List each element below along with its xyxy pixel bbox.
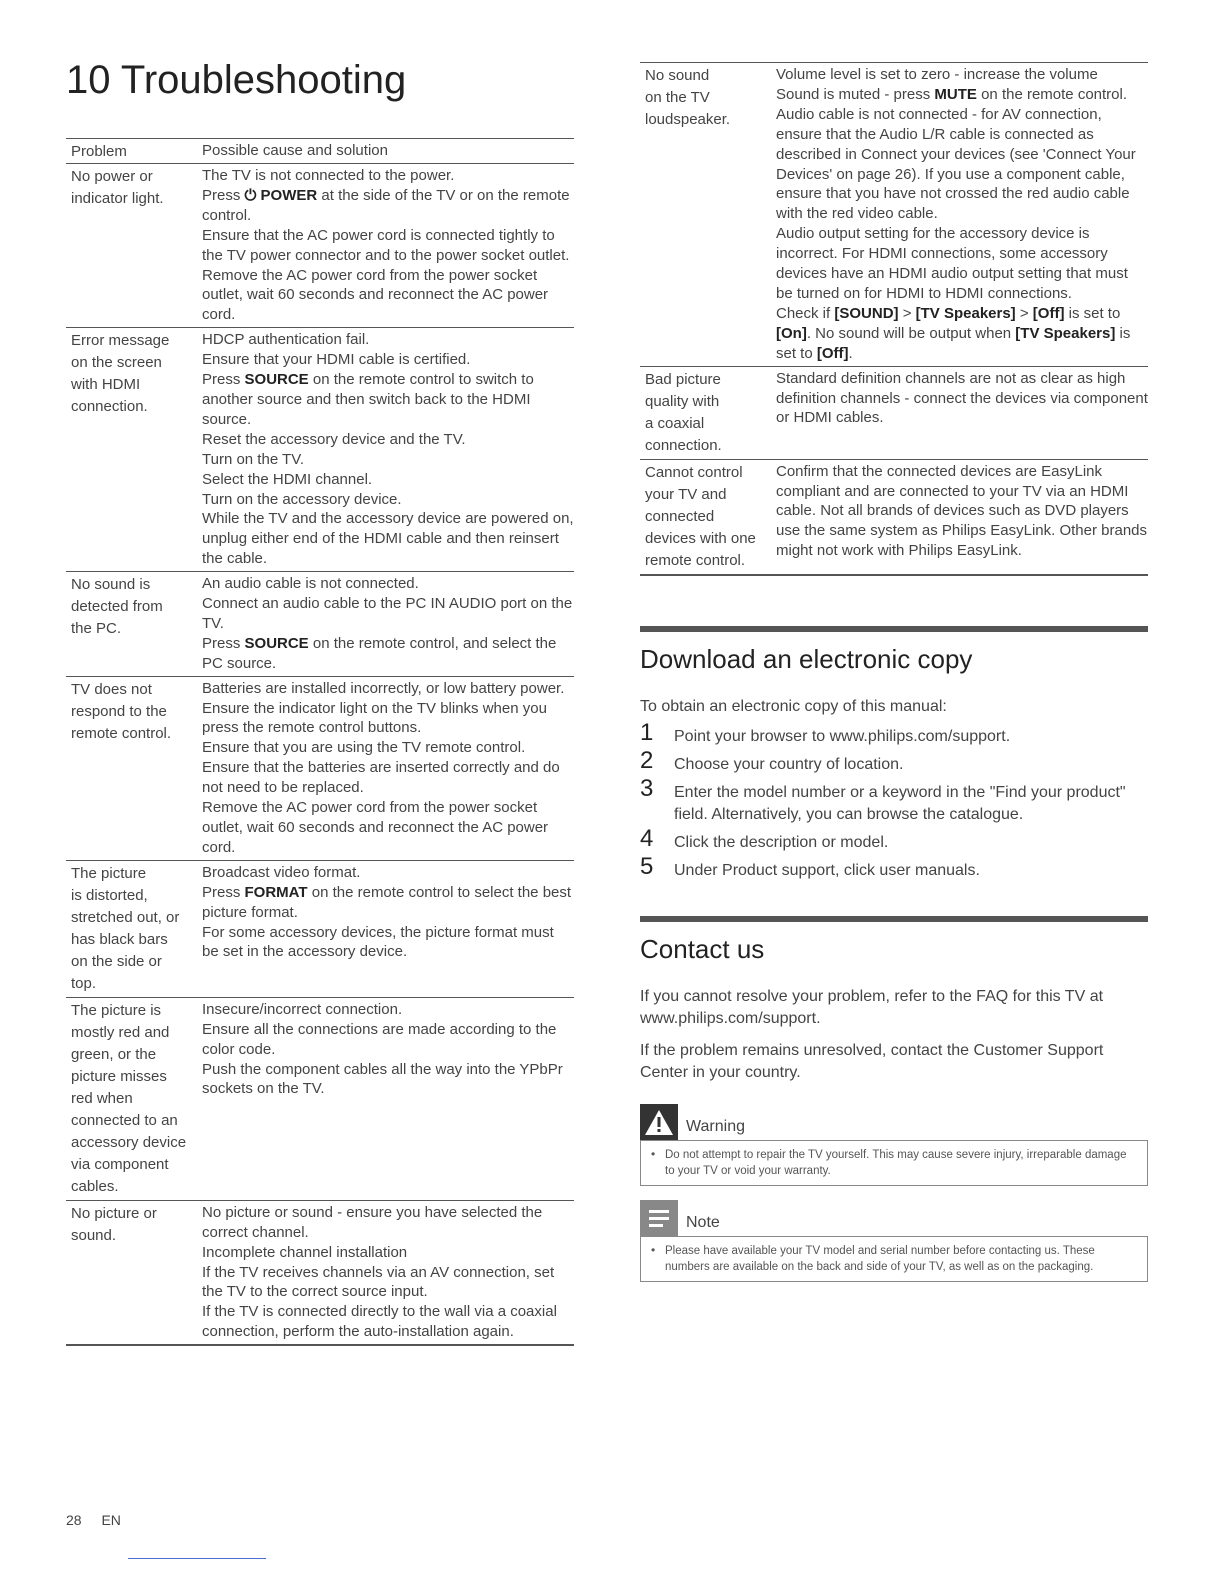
problem-text: your TV and: [645, 485, 727, 503]
solution-cell: [769, 63, 1148, 367]
table-row: [66, 164, 574, 328]
download-heading: Download an electronic copy: [640, 643, 973, 674]
problem-text: No sound is: [71, 576, 151, 594]
problem-text: quality with: [645, 392, 720, 410]
problem-cell: [66, 997, 195, 1200]
problem-text: connection.: [71, 398, 148, 416]
problem-text: Bad picture: [645, 370, 721, 388]
problem-text: a coaxial: [645, 414, 705, 432]
solution-text: No picture or sound - ensure you have selected the correct channel.: [202, 1203, 543, 1241]
contact-paragraph-1: If you cannot resolve your problem, refer to the FAQ for this TV at www.philips.com/support.: [640, 987, 1104, 1027]
step-text: Click the description or model.: [674, 833, 889, 851]
solution-cell: [195, 164, 574, 328]
solution-text: Ensure that the batteries are inserted correctly and do not need to be replaced.: [202, 759, 560, 797]
solution-text: Incomplete channel installation: [202, 1243, 408, 1261]
left-column: [66, 58, 574, 1346]
problem-text: via component: [71, 1155, 169, 1173]
problem-text: connected to an: [71, 1111, 178, 1129]
solution-text: Batteries are installed incorrectly, or low battery power.: [202, 679, 565, 697]
step-number: 1: [640, 718, 654, 746]
solution-text: If the TV is connected directly to the wall via a coaxial connection, perform the auto-installation again.: [202, 1303, 557, 1341]
solution-cell: [769, 366, 1148, 459]
step-text: Point your browser to www.philips.com/support.: [674, 727, 1011, 745]
table-row: [66, 1200, 574, 1345]
step-number: 4: [640, 824, 654, 852]
table-row: [66, 328, 574, 572]
step-text: Choose your country of location.: [674, 755, 904, 773]
table-row: [66, 676, 574, 860]
problem-text: remote control.: [645, 551, 746, 569]
solution-cell: [195, 328, 574, 572]
solution-text: Broadcast video format.: [202, 863, 361, 881]
problem-text: indicator light.: [71, 190, 164, 207]
problem-text: loudspeaker.: [645, 111, 731, 128]
table-row: [66, 997, 574, 1200]
right-column: [640, 62, 1148, 1282]
table-row: [640, 459, 1148, 575]
solution-cell: [195, 676, 574, 860]
problem-cell: [66, 328, 195, 572]
problem-text: detected from: [71, 598, 163, 616]
download-step: [640, 824, 1148, 854]
problem-text: with HDMI: [71, 376, 141, 394]
contact-heading: Contact us: [640, 933, 765, 964]
solution-text: If the TV receives channels via an AV connection, set the TV to the correct source input.: [202, 1263, 555, 1301]
problem-text: stretched out, or: [71, 908, 180, 926]
problem-cell: [66, 676, 195, 860]
problem-text: connection.: [645, 436, 722, 454]
solution-text: Audio output setting for the accessory device is incorrect. For HDMI connections, some accessory devices have an HDMI audio output setting that must be turned on for HDMI to HDMI connections.: [776, 225, 1128, 302]
problem-text: Error message: [71, 332, 170, 350]
solution-cell: [195, 1200, 574, 1345]
problem-text: Cannot control: [645, 463, 743, 481]
problem-text: is distorted,: [71, 886, 148, 904]
problem-text: accessory device: [71, 1133, 187, 1151]
step-number: 3: [640, 774, 654, 802]
solution-text: Press FORMAT on the remote control to select the best picture format.: [202, 883, 572, 921]
problem-text: No power or: [71, 168, 153, 185]
solution-text: Remove the AC power cord from the power socket outlet, wait 60 seconds and reconnect the AC power cord.: [202, 799, 549, 856]
solution-text: Ensure the indicator light on the TV blinks when you press the remote control buttons.: [202, 699, 547, 737]
download-steps: [640, 718, 1148, 882]
solution-text: Ensure that the AC power cord is connected tightly to the TV power connector and to the power socket outlet.: [202, 226, 570, 264]
problem-text: on the side or: [71, 952, 162, 970]
download-section: [640, 626, 1148, 882]
solution-text: Ensure that your HDMI cable is certified.: [202, 351, 471, 369]
solution-text: The TV is not connected to the power.: [202, 167, 455, 184]
warning-notice: [640, 1104, 1148, 1186]
download-step: [640, 774, 1148, 826]
header-solution: Possible cause and solution: [202, 142, 388, 159]
problem-text: No picture or: [71, 1204, 157, 1222]
step-text: Under Product support, click user manuals.: [674, 861, 980, 879]
problem-text: top.: [71, 974, 97, 992]
table-row: [640, 366, 1148, 459]
problem-text: respond to the: [71, 702, 167, 720]
solution-text: Reset the accessory device and the TV.: [202, 430, 466, 448]
problem-text: picture misses: [71, 1067, 167, 1085]
solution-text: Turn on the accessory device.: [202, 490, 402, 508]
page-number: 28: [66, 1512, 82, 1528]
solution-text: Turn on the TV.: [202, 450, 305, 468]
troubleshooting-table-left: [66, 138, 574, 1346]
problem-text: green, or the: [71, 1045, 157, 1063]
solution-text: An audio cable is not connected.: [202, 575, 419, 593]
table-header-row: [66, 139, 574, 164]
problem-text: sound.: [71, 1226, 117, 1244]
problem-text: remote control.: [71, 724, 172, 742]
problem-text: has black bars: [71, 930, 168, 948]
solution-text: Remove the AC power cord from the power socket outlet, wait 60 seconds and reconnect the AC power cord.: [202, 266, 549, 324]
problem-text: cables.: [71, 1177, 119, 1195]
solution-text: Press SOURCE on the remote control to switch to another source and then switch back to the HDMI source.: [202, 371, 534, 428]
download-step: [640, 852, 1148, 882]
problem-text: red when: [71, 1089, 133, 1107]
solution-text: Sound is muted - press MUTE on the remote control.: [776, 85, 1128, 103]
problem-cell: [640, 63, 769, 367]
download-intro: To obtain an electronic copy of this manual:: [640, 697, 947, 715]
solution-text: Select the HDMI channel.: [202, 470, 373, 488]
step-number: 2: [640, 746, 654, 774]
solution-text: Press ⏻ POWER at the side of the TV or on the remote control.: [202, 186, 570, 224]
note-notice: [640, 1200, 1148, 1282]
warning-label: Warning: [686, 1117, 745, 1135]
solution-text: Standard definition channels are not as clear as high definition channels - connect the devices via component or HDMI cables.: [776, 369, 1148, 427]
note-icon: [640, 1200, 678, 1236]
warning-text: Do not attempt to repair the TV yourself. This may cause severe injury, irreparable damage to your TV or void your warranty.: [665, 1148, 1127, 1177]
troubleshooting-table-right: [640, 62, 1148, 576]
contact-paragraph-2: If the problem remains unresolved, contact the Customer Support Center in your country.: [640, 1041, 1104, 1081]
footer-divider: [128, 1558, 266, 1559]
solution-text: Press SOURCE on the remote control, and select the PC source.: [202, 634, 557, 672]
note-text: Please have available your TV model and serial number before contacting us. These numbers are available on the back and side of your TV, as well as on the packaging.: [665, 1244, 1095, 1273]
solution-text: HDCP authentication fail.: [202, 331, 370, 349]
table-row: [640, 63, 1148, 367]
problem-text: The picture: [71, 864, 147, 882]
download-step: [640, 718, 1148, 748]
problem-text: The picture is: [71, 1001, 162, 1019]
problem-text: the PC.: [71, 620, 122, 638]
language-code: EN: [101, 1512, 121, 1528]
problem-text: TV does not: [71, 680, 152, 698]
note-label: Note: [686, 1213, 720, 1231]
solution-text: Volume level is set to zero - increase the volume: [776, 66, 1098, 83]
table-row: [66, 860, 574, 997]
problem-text: devices with one: [645, 529, 756, 547]
header-problem: Problem: [71, 143, 127, 160]
problem-text: connected: [645, 507, 715, 525]
step-number: 5: [640, 852, 654, 880]
problem-cell: [66, 860, 195, 997]
solution-text: Ensure that you are using the TV remote control.: [202, 739, 526, 757]
problem-cell: [66, 572, 195, 677]
problem-cell: [640, 459, 769, 575]
solution-cell: [195, 860, 574, 997]
download-step: [640, 746, 1148, 776]
table-row: [66, 572, 574, 677]
problem-cell: [66, 164, 195, 328]
solution-text: While the TV and the accessory device are powered on, unplug either end of the HDMI cable and then reinsert the cable.: [202, 510, 574, 568]
solution-text: Audio cable is not connected - for AV connection, ensure that the Audio L/R cable is connected as described in Connect your devices (see 'Connect Your Devices' on page 26). If you use a component cable, ensure that you have not crossed the red audio cable with the red video cable.: [776, 105, 1136, 223]
problem-cell: [640, 366, 769, 459]
problem-text: No sound: [645, 67, 710, 84]
problem-text: mostly red and: [71, 1023, 170, 1041]
solution-cell: [769, 459, 1148, 575]
solution-cell: [195, 997, 574, 1200]
contact-section: [640, 916, 1148, 1282]
problem-cell: [66, 1200, 195, 1345]
page-title: 10 Troubleshooting: [66, 58, 407, 102]
solution-text: Check if [SOUND] > [TV Speakers] > [Off] is set to [On]. No sound will be output when [TV Speakers] is set to [Off].: [776, 304, 1131, 362]
solution-text: Ensure all the connections are made according to the color code.: [202, 1020, 557, 1058]
solution-text: Insecure/incorrect connection.: [202, 1000, 403, 1018]
problem-text: on the screen: [71, 354, 162, 372]
solution-cell: [195, 572, 574, 677]
note-box: • Please have available your TV model and serial number before contacting us. These numbers are available on the back and side of your TV, as well as on the packaging.: [640, 1236, 1148, 1282]
solution-text: Confirm that the connected devices are EasyLink compliant and are connected to your TV via an HDMI cable. Not all brands of devices such as DVD players use the same system as Philips EasyLink. Other brands might not work with Philips EasyLink.: [776, 462, 1148, 560]
solution-text: Push the component cables all the way into the YPbPr sockets on the TV.: [202, 1060, 563, 1098]
solution-text: For some accessory devices, the picture format must be set in the accessory device.: [202, 923, 554, 961]
step-text: Enter the model number or a keyword in the "Find your product" field. Alternatively, you can browse the catalogue.: [674, 783, 1126, 823]
warning-icon: [640, 1104, 678, 1140]
warning-box: • Do not attempt to repair the TV yourself. This may cause severe injury, irreparable damage to your TV or void your warranty.: [640, 1140, 1148, 1186]
solution-text: Connect an audio cable to the PC IN AUDIO port on the TV.: [202, 595, 573, 632]
problem-text: on the TV: [645, 89, 710, 106]
page-footer: [66, 1512, 121, 1528]
